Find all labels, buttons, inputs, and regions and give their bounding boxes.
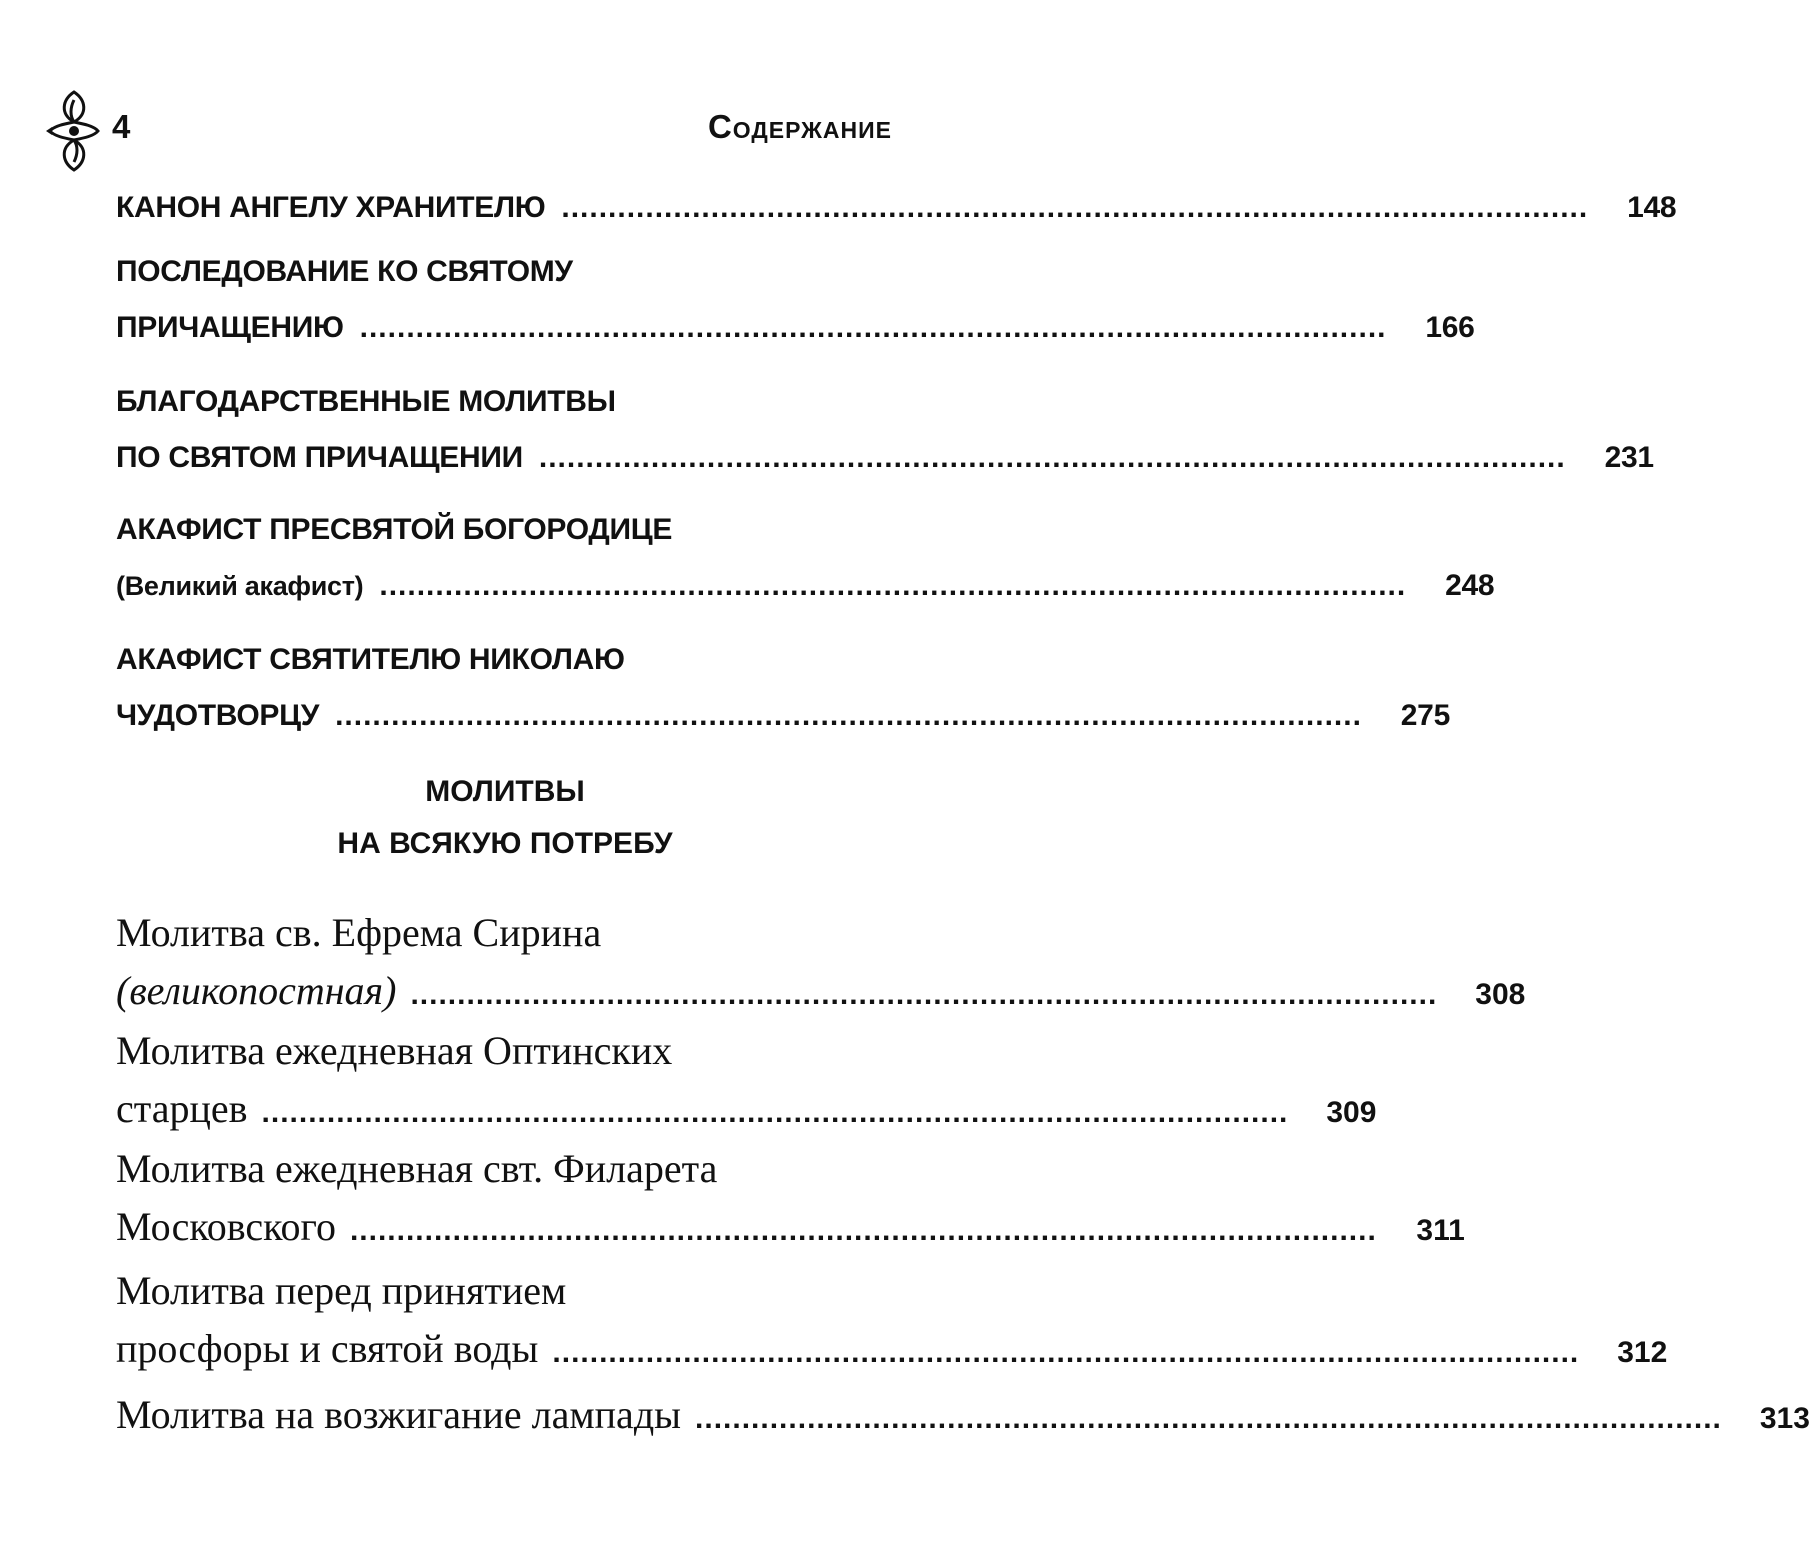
toc-entry-title: Молитва перед принятием — [116, 1268, 567, 1313]
toc-entry-title: ПО СВЯТОМ ПРИЧАЩЕНИИ — [116, 441, 523, 474]
leader-dots: .............................................................................................................. — [552, 1336, 1580, 1369]
leader-dots: .............................................................................................................. — [379, 569, 1407, 602]
toc-page-number: 308 — [1475, 978, 1526, 1011]
toc-entry-title: (великопостная) — [116, 968, 397, 1013]
toc-entry[interactable] — [116, 1140, 1465, 1256]
leader-dots: .............................................................................................................. — [538, 441, 1566, 474]
leader-dots: .............................................................................................................. — [695, 1402, 1722, 1435]
toc-entry[interactable] — [116, 1386, 1810, 1444]
toc-entry[interactable] — [116, 244, 1475, 356]
toc-entry-title: АКАФИСТ ПРЕСВЯТОЙ БОГОРОДИЦЕ — [116, 513, 673, 546]
toc-entry-title: КАНОН АНГЕЛУ ХРАНИТЕЛЮ — [116, 191, 546, 224]
toc-entry-title: АКАФИСТ СВЯТИТЕЛЮ НИКОЛАЮ — [116, 643, 625, 676]
toc-entry-title: Молитва ежедневная Оптинских — [116, 1028, 673, 1073]
toc-page-number: 231 — [1604, 441, 1654, 474]
toc-entry-title: старцев — [116, 1086, 248, 1131]
toc-entry-title: ПРИЧАЩЕНИЮ — [116, 311, 344, 344]
section-heading-line: МОЛИТВЫ — [425, 775, 585, 808]
toc-entry-title: Молитва св. Ефрема Сирина — [116, 910, 602, 955]
toc-entry[interactable] — [116, 502, 1495, 614]
page-number: 4 — [112, 108, 131, 145]
fleuron-ornament-icon — [44, 86, 104, 176]
leader-dots: .............................................................................................................. — [561, 191, 1589, 224]
toc-entry[interactable] — [116, 1262, 1668, 1378]
section-heading-line: НА ВСЯКУЮ ПОТРЕБУ — [337, 827, 673, 860]
toc-entry[interactable] — [116, 1022, 1377, 1138]
toc-entry[interactable] — [116, 374, 1654, 486]
toc-page-number: 312 — [1617, 1336, 1668, 1369]
toc-entry-title: БЛАГОДАРСТВЕННЫЕ МОЛИТВЫ — [116, 385, 616, 418]
toc-entry-title: Московского — [116, 1204, 336, 1249]
toc-entry-title: Молитва ежедневная свт. Филарета — [116, 1146, 718, 1191]
toc-entry-title: Молитва на возжигание лампады — [116, 1392, 682, 1437]
leader-dots: .............................................................................................................. — [261, 1096, 1289, 1129]
toc-entry[interactable] — [116, 180, 1677, 236]
toc-page-number: 248 — [1445, 569, 1495, 602]
toc-page-number: 309 — [1326, 1096, 1377, 1129]
leader-dots: .............................................................................................................. — [335, 699, 1362, 732]
toc-entry[interactable] — [116, 904, 1526, 1020]
toc-page-number: 313 — [1759, 1402, 1810, 1435]
leader-dots: .............................................................................................................. — [359, 311, 1387, 344]
toc-page-number: 275 — [1400, 699, 1450, 732]
toc-page-number: 311 — [1416, 1214, 1465, 1247]
running-title: Содержание — [707, 108, 892, 145]
toc-page-number: 166 — [1425, 311, 1475, 344]
leader-dots: .............................................................................................................. — [410, 978, 1438, 1011]
toc-entry[interactable] — [116, 632, 1450, 744]
toc-entry-title: (Великий акафист) — [116, 571, 364, 601]
toc-entry-title: ЧУДОТВОРЦУ — [116, 699, 320, 732]
section-heading — [100, 766, 910, 870]
toc-page-number: 148 — [1627, 191, 1677, 224]
toc-entry-title: ПОСЛЕДОВАНИЕ КО СВЯТОМУ — [116, 255, 573, 288]
leader-dots: .............................................................................................................. — [349, 1214, 1377, 1247]
toc-entry-title: просфоры и святой воды — [116, 1326, 539, 1371]
